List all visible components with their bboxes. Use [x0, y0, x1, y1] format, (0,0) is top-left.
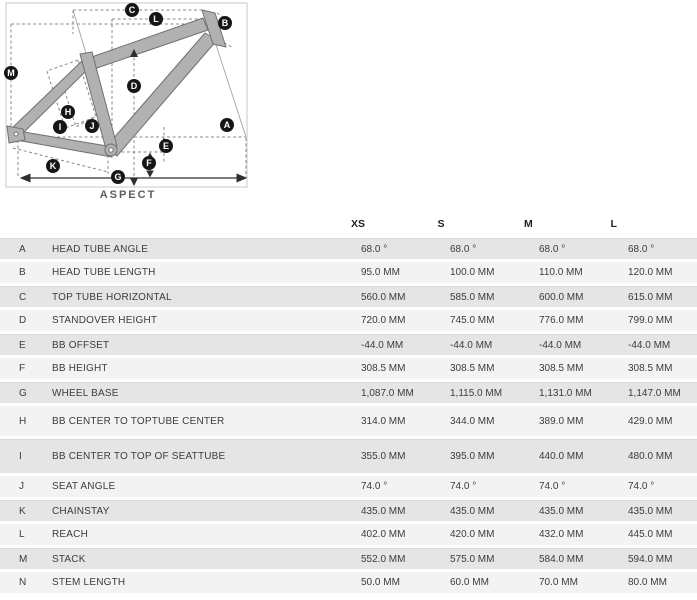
- row-value-s: 100.0 MM: [450, 267, 495, 278]
- spec-row-l: [0, 524, 697, 545]
- row-label: SEAT ANGLE: [52, 481, 116, 492]
- row-value-xs: 435.0 MM: [361, 505, 406, 517]
- row-letter: C: [19, 291, 27, 303]
- row-value-m: 308.5 MM: [539, 363, 584, 374]
- row-value-s: 1,115.0 MM: [450, 387, 503, 399]
- geometry-diagram: [0, 0, 697, 210]
- row-value-l: 68.0 °: [628, 243, 655, 255]
- spec-row-f: [0, 358, 697, 379]
- row-letter: G: [19, 387, 27, 399]
- row-value-l: 799.0 MM: [628, 315, 673, 326]
- row-value-m: 776.0 MM: [539, 315, 584, 326]
- col-header-l: L: [610, 218, 617, 230]
- spec-row-b: [0, 262, 697, 283]
- row-value-xs: 308.5 MM: [361, 363, 406, 374]
- row-value-m: 1,131.0 MM: [539, 387, 592, 399]
- row-value-m: 432.0 MM: [539, 529, 584, 540]
- row-label: STACK: [52, 553, 86, 565]
- row-value-s: -44.0 MM: [450, 339, 493, 351]
- row-value-xs: 1,087.0 MM: [361, 387, 414, 399]
- row-value-xs: 74.0 °: [361, 481, 388, 492]
- row-value-l: 480.0 MM: [628, 451, 673, 462]
- spec-row-h: [0, 406, 697, 436]
- row-value-l: 594.0 MM: [628, 553, 673, 565]
- row-label: BB HEIGHT: [52, 363, 108, 374]
- row-value-xs: 50.0 MM: [361, 577, 400, 588]
- row-value-xs: -44.0 MM: [361, 339, 404, 351]
- row-value-l: 1,147.0 MM: [628, 387, 681, 399]
- row-value-m: -44.0 MM: [539, 339, 582, 351]
- diagram-label-l: L: [149, 12, 163, 26]
- row-label: TOP TUBE HORIZONTAL: [52, 291, 172, 303]
- row-label: HEAD TUBE ANGLE: [52, 243, 149, 255]
- spec-row-c: [0, 286, 697, 307]
- row-value-m: 389.0 MM: [539, 415, 584, 427]
- row-letter: M: [19, 553, 28, 565]
- spec-row-k: [0, 500, 697, 521]
- row-value-s: 68.0 °: [450, 243, 477, 255]
- row-value-xs: 355.0 MM: [361, 451, 406, 462]
- row-value-m: 68.0 °: [539, 243, 566, 255]
- row-value-s: 395.0 MM: [450, 451, 495, 462]
- row-value-s: 575.0 MM: [450, 553, 495, 565]
- row-value-l: -44.0 MM: [628, 339, 671, 351]
- diagram-label-e: E: [159, 139, 173, 153]
- row-value-m: 70.0 MM: [539, 577, 578, 588]
- row-value-xs: 95.0 MM: [361, 267, 400, 278]
- col-header-s: S: [437, 218, 445, 230]
- row-value-m: 435.0 MM: [539, 505, 584, 517]
- row-value-s: 308.5 MM: [450, 363, 495, 374]
- spec-row-a: [0, 238, 697, 259]
- row-value-s: 74.0 °: [450, 481, 477, 492]
- row-value-xs: 402.0 MM: [361, 529, 406, 540]
- diagram-label-k: K: [46, 159, 60, 173]
- col-header-m: M: [523, 218, 533, 230]
- geometry-spec-table: [0, 210, 697, 593]
- row-letter: J: [19, 481, 24, 492]
- row-label: BB CENTER TO TOP OF SEATTUBE: [52, 451, 226, 462]
- row-value-xs: 68.0 °: [361, 243, 388, 255]
- row-value-m: 110.0 MM: [539, 267, 583, 278]
- row-value-l: 435.0 MM: [628, 505, 673, 517]
- row-value-m: 584.0 MM: [539, 553, 584, 565]
- row-letter: I: [19, 451, 22, 462]
- row-label: WHEEL BASE: [52, 387, 119, 399]
- row-value-xs: 720.0 MM: [361, 315, 406, 326]
- row-value-xs: 560.0 MM: [361, 291, 406, 303]
- row-value-l: 74.0 °: [628, 481, 655, 492]
- row-value-l: 80.0 MM: [628, 577, 667, 588]
- row-letter: H: [19, 415, 27, 427]
- row-letter: E: [19, 339, 26, 351]
- bike-frame-illustration: [0, 0, 697, 210]
- spec-row-n: [0, 572, 697, 593]
- row-label: STEM LENGTH: [52, 577, 126, 588]
- row-value-s: 60.0 MM: [450, 577, 489, 588]
- row-value-l: 445.0 MM: [628, 529, 673, 540]
- row-value-l: 615.0 MM: [628, 291, 673, 303]
- row-value-l: 429.0 MM: [628, 415, 673, 427]
- row-letter: D: [19, 315, 27, 326]
- spec-row-m: [0, 548, 697, 569]
- row-value-m: 600.0 MM: [539, 291, 584, 303]
- diagram-label-c: C: [125, 3, 139, 17]
- diagram-caption: ASPECT: [99, 189, 157, 201]
- diagram-label-a: A: [220, 118, 234, 132]
- row-letter: A: [19, 243, 26, 255]
- row-letter: F: [19, 363, 26, 374]
- row-label: STANDOVER HEIGHT: [52, 315, 158, 326]
- spec-row-e: [0, 334, 697, 355]
- spec-row-g: [0, 382, 697, 403]
- row-value-xs: 314.0 MM: [361, 415, 406, 427]
- row-label: CHAINSTAY: [52, 505, 110, 517]
- diagram-label-m: M: [4, 66, 18, 80]
- row-value-s: 344.0 MM: [450, 415, 495, 427]
- row-letter: K: [19, 505, 26, 517]
- row-letter: N: [19, 577, 27, 588]
- row-letter: B: [19, 267, 26, 278]
- diagram-label-f: F: [142, 156, 156, 170]
- diagram-label-g: G: [111, 170, 125, 184]
- row-value-l: 308.5 MM: [628, 363, 673, 374]
- diagram-label-h: H: [61, 105, 75, 119]
- row-letter: L: [19, 529, 25, 540]
- row-value-s: 585.0 MM: [450, 291, 495, 303]
- row-value-s: 420.0 MM: [450, 529, 495, 540]
- row-label: HEAD TUBE LENGTH: [52, 267, 156, 278]
- diagram-label-d: D: [127, 79, 141, 93]
- row-value-xs: 552.0 MM: [361, 553, 406, 565]
- row-value-l: 120.0 MM: [628, 267, 673, 278]
- spec-row-i: [0, 439, 697, 473]
- table-header: [0, 210, 697, 238]
- row-value-m: 440.0 MM: [539, 451, 584, 462]
- col-header-xs: XS: [350, 218, 365, 230]
- row-label: BB CENTER TO TOPTUBE CENTER: [52, 415, 225, 427]
- row-label: BB OFFSET: [52, 339, 110, 351]
- row-value-m: 74.0 °: [539, 481, 566, 492]
- diagram-label-b: B: [218, 16, 232, 30]
- spec-row-j: [0, 476, 697, 497]
- row-label: REACH: [52, 529, 89, 540]
- table-body: [0, 238, 697, 593]
- spec-row-d: [0, 310, 697, 331]
- row-value-s: 745.0 MM: [450, 315, 495, 326]
- diagram-label-j: J: [85, 119, 99, 133]
- row-value-s: 435.0 MM: [450, 505, 495, 517]
- diagram-label-i: I: [53, 120, 67, 134]
